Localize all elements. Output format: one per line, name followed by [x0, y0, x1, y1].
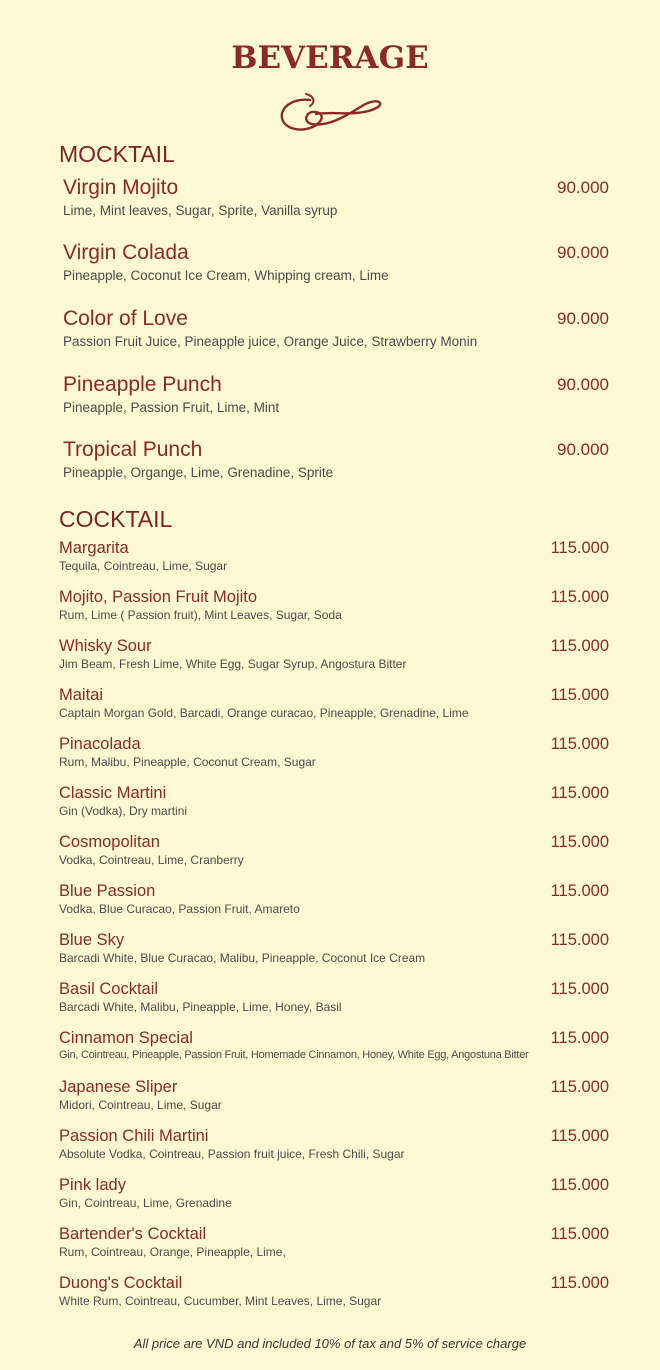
item-price: 115.000: [550, 1127, 609, 1145]
item-name: Blue Sky: [59, 931, 125, 949]
item-name: Mojito, Passion Fruit Mojito: [59, 588, 258, 606]
item-description: Rum, Lime ( Passion fruit), Mint Leaves, Sugar, Soda: [59, 608, 342, 622]
cocktail-heading: COCKTAIL: [59, 506, 173, 532]
item-description: Jim Beam, Fresh Lime, White Egg, Sugar Syrup, Angostura Bitter: [59, 657, 407, 671]
mocktail-heading: MOCKTAIL: [59, 141, 175, 167]
item-price: 115.000: [550, 1078, 609, 1096]
item-description: Vodka, Cointreau, Lime, Cranberry: [59, 853, 244, 867]
item-name: Virgin Mojito: [63, 176, 179, 199]
item-price: 115.000: [550, 980, 609, 998]
item-price: 115.000: [550, 637, 609, 655]
item-description: Gin, Cointreau, Lime, Grenadine: [59, 1196, 232, 1210]
item-price: 115.000: [550, 1176, 609, 1194]
item-price: 115.000: [550, 1029, 609, 1047]
item-price: 115.000: [550, 539, 609, 557]
item-description: Absolute Vodka, Cointreau, Passion fruit juice, Fresh Chili, Sugar: [59, 1147, 405, 1161]
item-name: Classic Martini: [59, 784, 167, 802]
item-name: Pink lady: [59, 1176, 126, 1194]
item-name: Maitai: [59, 686, 104, 704]
item-name: Blue Passion: [59, 882, 156, 900]
item-description: White Rum, Cointreau, Cucumber, Mint Leaves, Lime, Sugar: [59, 1294, 382, 1308]
item-name: Bartender's Cocktail: [59, 1225, 207, 1243]
item-price: 115.000: [550, 735, 609, 753]
item-price: 115.000: [550, 931, 609, 949]
item-price: 90.000: [557, 440, 609, 459]
item-description: Rum, Malibu, Pineapple, Coconut Cream, Sugar: [59, 755, 316, 769]
item-description: Vodka, Blue Curacao, Passion Fruit, Amareto: [59, 902, 300, 916]
item-price: 90.000: [557, 309, 609, 328]
price-footnote: All price are VND and included 10% of tax and 5% of service charge: [133, 1336, 527, 1351]
item-description: Barcadi White, Blue Curacao, Malibu, Pineapple, Coconut Ice Cream: [59, 951, 426, 965]
item-price: 115.000: [550, 882, 609, 900]
flourish-ornament-icon: [276, 92, 384, 136]
item-description: Passion Fruit Juice, Pineapple juice, Orange Juice, Strawberry Monin: [63, 334, 478, 349]
item-description: Pineapple, Passion Fruit, Lime, Mint: [63, 400, 280, 415]
item-name: Basil Cocktail: [59, 980, 159, 998]
item-price: 115.000: [550, 1274, 609, 1292]
item-price: 115.000: [550, 588, 609, 606]
item-name: Pinacolada: [59, 735, 141, 753]
item-description: Captain Morgan Gold, Barcadi, Orange curacao, Pineapple, Grenadine, Lime: [59, 706, 469, 720]
item-description: Pineapple, Coconut Ice Cream, Whipping cream, Lime: [63, 268, 389, 283]
item-description: Gin (Vodka), Dry martini: [59, 804, 188, 818]
item-description: Barcadi White, Malibu, Pineapple, Lime, Honey, Basil: [59, 1000, 342, 1014]
item-description: Midori, Cointreau, Lime, Sugar: [59, 1098, 222, 1112]
item-name: Pineapple Punch: [63, 373, 222, 396]
item-name: Duong's Cocktail: [59, 1274, 183, 1292]
item-name: Color of Love: [63, 307, 188, 330]
item-price: 90.000: [557, 178, 609, 197]
item-name: Cinnamon Special: [59, 1029, 193, 1047]
item-price: 115.000: [550, 833, 609, 851]
item-name: Margarita: [59, 539, 129, 557]
item-price: 90.000: [557, 243, 609, 262]
item-name: Passion Chili Martini: [59, 1127, 209, 1145]
item-name: Virgin Colada: [63, 241, 189, 264]
item-price: 115.000: [550, 784, 609, 802]
item-description: Lime, Mint leaves, Sugar, Sprite, Vanilla syrup: [63, 203, 338, 218]
item-price: 115.000: [550, 1225, 609, 1243]
item-name: Cosmopolitan: [59, 833, 160, 851]
item-price: 115.000: [550, 686, 609, 704]
item-description: Gin, Cointreau, Pineapple, Passion Fruit, Homemade Cinnamon, Honey, White Egg, Angostuna Bitter: [59, 1049, 529, 1061]
item-description: Tequila, Cointreau, Lime, Sugar: [59, 559, 228, 573]
page-title: BEVERAGE: [231, 40, 429, 76]
item-description: Pineapple, Organge, Lime, Grenadine, Sprite: [63, 465, 334, 480]
item-name: Whisky Sour: [59, 637, 152, 655]
item-name: Tropical Punch: [63, 438, 203, 461]
item-description: Rum, Cointreau, Orange, Pineapple, Lime,: [59, 1245, 286, 1259]
item-price: 90.000: [557, 375, 609, 394]
item-name: Japanese Sliper: [59, 1078, 178, 1096]
